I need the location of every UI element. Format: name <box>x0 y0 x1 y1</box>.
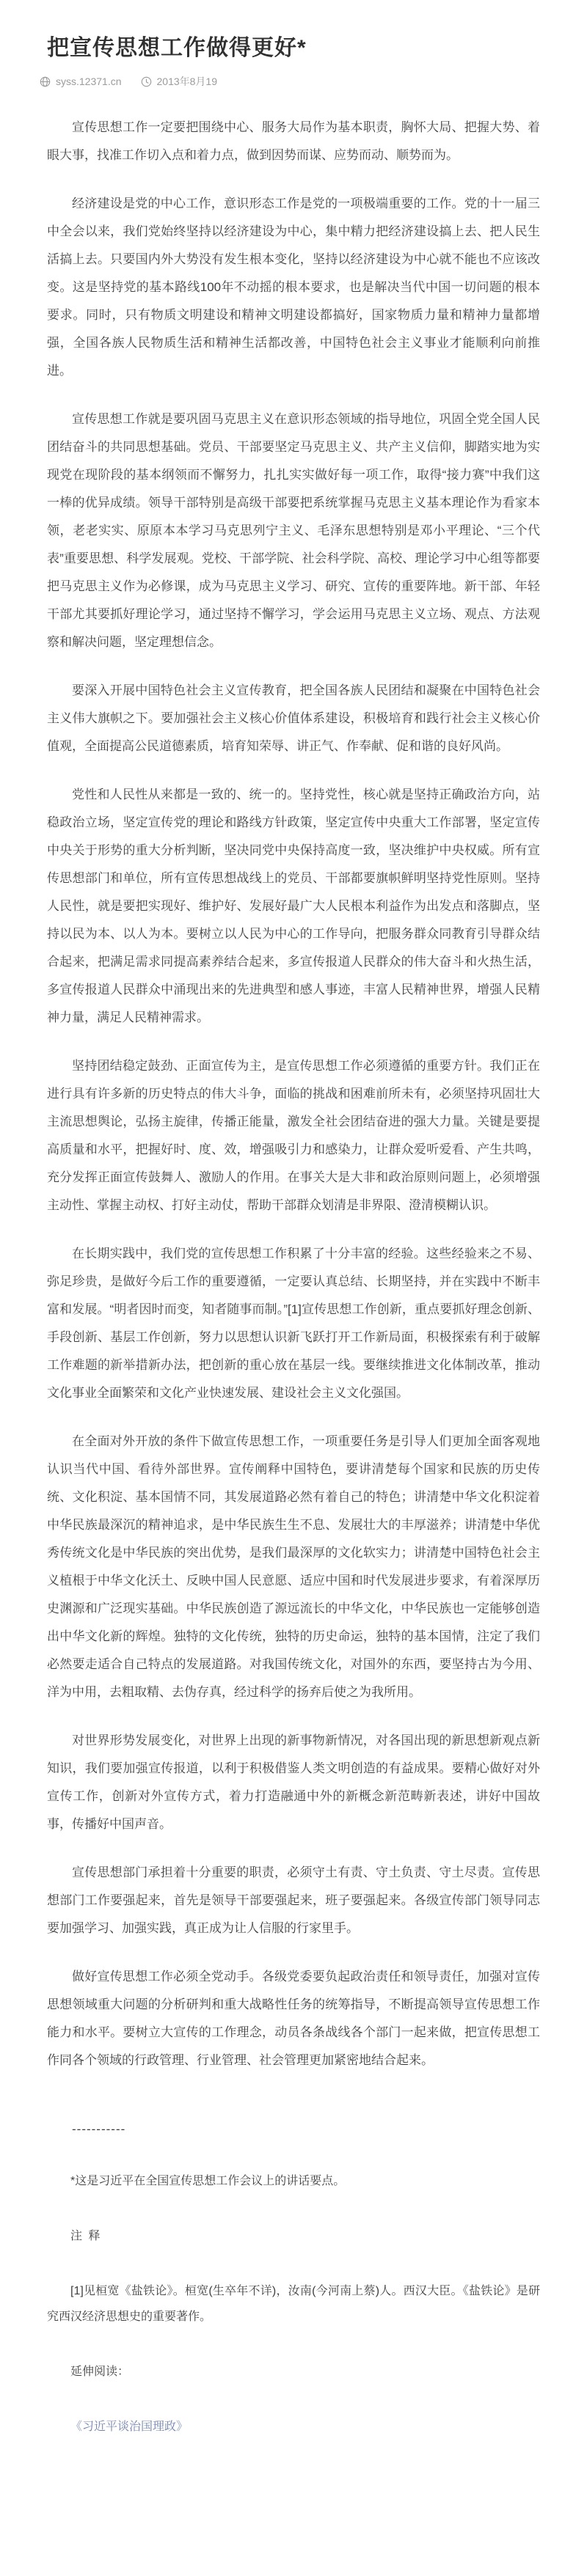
note-item: [1]见桓宽《盐铁论》。桓宽(生卒年不详)，汝南(今河南上蔡)人。西汉大臣。《盐铁论》是研究西汉经济思想史的重要著作。 <box>47 2285 540 2323</box>
clock-icon <box>141 76 152 87</box>
extended-reading-row <box>47 2414 540 2440</box>
meta-source <box>40 76 122 87</box>
meta-date <box>141 74 218 89</box>
article-meta <box>40 74 540 89</box>
meta-date-text: 2013年8月19 <box>156 76 218 87</box>
article-paragraph: 党性和人民性从来都是一致的、统一的。坚持党性，核心就是坚持正确政治方向，站稳政治立场，坚定宣传党的理论和路线方针政策，坚定宣传中央重大工作部署，坚定宣传中央关于形势的重大分析判断，坚决同党中央保持高度一致，坚决维护中央权威。所有宣传思想部门和单位，所有宣传思想战线上的党员、干部都要旗帜鲜明坚持党性原则。坚持人民性，就是要把实现好、维护好、发展好最广大人民根本利益作为出发点和落脚点，坚持以民为本、以人为本。要树立以人民为中心的工作导向，把服务群众同教育引导群众结合起来，把满足需求同提高素养结合起来，多宣传报道人民群众的伟大奋斗和火热生活，多宣传报道人民群众中涌现出来的先进典型和感人事迹，丰富人民精神世界，增强人民精神力量，满足人民精神需求。 <box>47 788 540 1024</box>
notes-header: 注 释 <box>70 2230 102 2242</box>
globe-icon <box>40 76 51 87</box>
article-paragraph: 经济建设是党的中心工作，意识形态工作是党的一项极端重要的工作。党的十一届三中全会以来，我们党始终坚持以经济建设为中心，集中精力把经济建设搞上去、把人民生活搞上去。只要国内外大势没有发生根本变化，坚持以经济建设为中心就不能也不应该改变。这是坚持党的基本路线100年不动摇的根本要求，也是解决当代中国一切问题的根本要求。同时，只有物质文明建设和精神文明建设都搞好，国家物质力量和精神力量都增强，全国各族人民物质生活和精神生活都改善，中国特色社会主义事业才能顺利向前推进。 <box>47 197 540 378</box>
page-title: 把宣传思想工作做得更好* <box>47 36 307 60</box>
speech-source-note: *这是习近平在全国宣传思想工作会议上的讲话要点。 <box>70 2175 346 2187</box>
article-paragraph: 宣传思想工作一定要把围绕中心、服务大局作为基本职责，胸怀大局、把握大势、着眼大事，找准工作切入点和着力点，做到因势而谋、应势而动、顺势而为。 <box>47 120 540 162</box>
article-paragraph: 宣传思想工作就是要巩固马克思主义在意识形态领域的指导地位，巩固全党全国人民团结奋斗的共同思想基础。党员、干部要坚定马克思主义、共产主义信仰，脚踏实地为实现党在现阶段的基本纲领而不懈努力，扎扎实实做好每一项工作，取得“接力赛”中我们这一棒的优异成绩。领导干部特别是高级干部要把系统掌握马克思主义基本理论作为看家本领，老老实实、原原本本学习马克思列宁主义、毛泽东思想特别是邓小平理论、“三个代表”重要思想、科学发展观。党校、干部学院、社会科学院、高校、理论学习中心组等都要把马克思主义作为必修课，成为马克思主义学习、研究、宣传的重要阵地。新干部、年轻干部尤其要抓好理论学习，通过坚持不懈学习，学会运用马克思主义立场、观点、方法观察和解决问题，坚定理想信念。 <box>47 412 540 649</box>
article-paragraph: 坚持团结稳定鼓劲、正面宣传为主，是宣传思想工作必须遵循的重要方针。我们正在进行具有许多新的历史特点的伟大斗争，面临的挑战和困难前所未有，必须坚持巩固壮大主流思想舆论，弘扬主旋律，传播正能量，激发全社会团结奋进的强大力量。关键是要提高质量和水平，把握好时、度、效，增强吸引力和感染力，让群众爱听爱看、产生共鸣，充分发挥正面宣传鼓舞人、激励人的作用。在事关大是大非和政治原则问题上，必须增强主动性、掌握主动权、打好主动仗，帮助干部群众划清是非界限、澄清模糊认识。 <box>47 1059 540 1212</box>
extended-reading-label: 延伸阅读： <box>70 2366 130 2378</box>
article-body <box>47 114 540 2143</box>
article-paragraph: 在全面对外开放的条件下做宣传思想工作，一项重要任务是引导人们更加全面客观地认识当代中国、看待外部世界。宣传阐释中国特色，要讲清楚每个国家和民族的历史传统、文化积淀、基本国情不同，其发展道路必然有着自己的特色；讲清楚中华文化积淀着中华民族最深沉的精神追求，是中华民族生生不息、发展壮大的丰厚滋养；讲清楚中华优秀传统文化是中华民族的突出优势，是我们最深厚的文化软实力；讲清楚中国特色社会主义植根于中华文化沃土、反映中国人民意愿、适应中国和时代发展进步要求，有着深厚历史渊源和广泛现实基础。中华民族创造了源远流长的中华文化，中华民族也一定能够创造出中华文化新的辉煌。独特的文化传统，独特的历史命运，独特的基本国情，注定了我们必然要走适合自己特点的发展道路。对我国传统文化，对国外的东西，要坚持古为今用、洋为中用，去粗取精、去伪存真，经过科学的扬弃后使之为我所用。 <box>47 1434 540 1699</box>
article-paragraph: 做好宣传思想工作必须全党动手。各级党委要负起政治责任和领导责任，加强对宣传思想领域重大问题的分析研判和重大战略性任务的统筹指导，不断提高领导宣传思想工作能力和水平。要树立大宣传的工作理念，动员各条战线各个部门一起来做，把宣传思想工作同各个领域的行政管理、行业管理、社会管理更加紧密地结合起来。 <box>47 1970 540 2067</box>
footnote-divider: ----------- <box>72 2122 126 2136</box>
article-paragraph: 在长期实践中，我们党的宣传思想工作积累了十分丰富的经验。这些经验来之不易、弥足珍贵，是做好今后工作的重要遵循，一定要认真总结、长期坚持，并在实践中不断丰富和发展。“明者因时而变，知者随事而制。”[1]宣传思想工作创新，重点要抓好理念创新、手段创新、基层工作创新，努力以思想认识新飞跃打开工作新局面，积极探索有利于破解工作难题的新举措新办法，把创新的重心放在基层一线。要继续推进文化体制改革，推动文化事业全面繁荣和文化产业快速发展、建设社会主义文化强国。 <box>47 1247 540 1400</box>
meta-source-text: syss.12371.cn <box>56 76 122 87</box>
article-paragraph: 宣传思想部门承担着十分重要的职责，必须守土有责、守土负责、守土尽责。宣传思想部门工作要强起来，首先是领导干部要强起来，班子要强起来。各级宣传部门领导同志要加强学习、加强实践，真正成为让人信服的行家里手。 <box>47 1865 540 1935</box>
article-paragraph: 要深入开展中国特色社会主义宣传教育，把全国各族人民团结和凝聚在中国特色社会主义伟大旗帜之下。要加强社会主义核心价值体系建设，积极培育和践行社会主义核心价值观，全面提高公民道德素质，培育知荣辱、讲正气、作奉献、促和谐的良好风尚。 <box>47 683 540 753</box>
extended-reading-link[interactable]: 《习近平谈治国理政》 <box>70 2421 189 2433</box>
footnotes-section <box>47 2168 540 2440</box>
article-paragraph: 对世界形势发展变化，对世界上出现的新事物新情况，对各国出现的新思想新观点新知识，我们要加强宣传报道，以利于积极借鉴人类文明创造的有益成果。要精心做好对外宣传工作，创新对外宣传方式，着力打造融通中外的新概念新范畴新表述，讲好中国故事，传播好中国声音。 <box>47 1733 540 1831</box>
